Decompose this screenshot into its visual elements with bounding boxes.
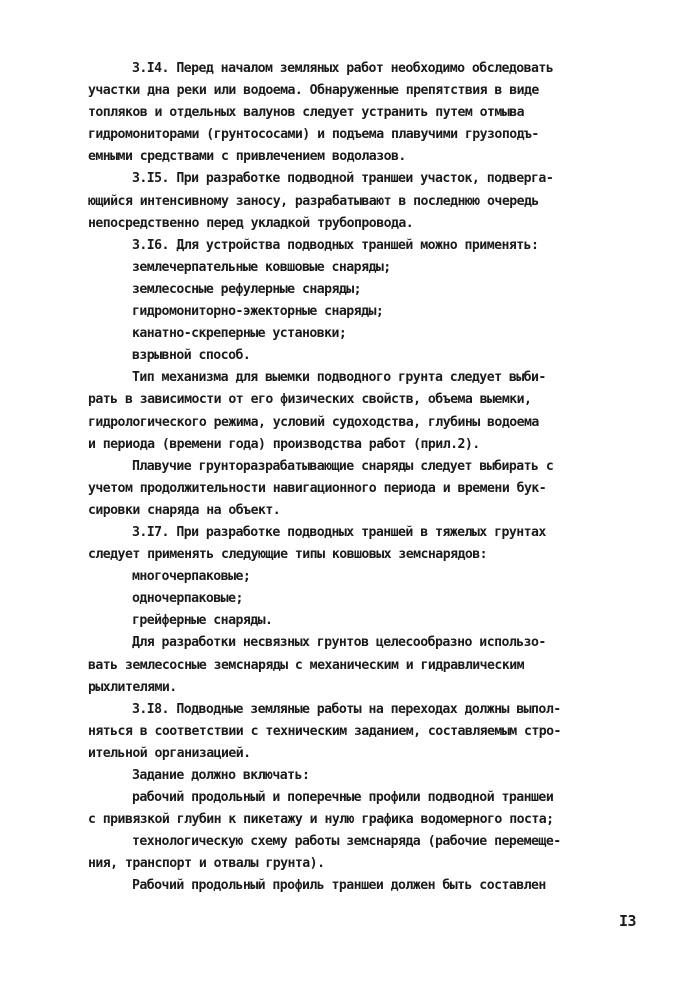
paragraph-floating-line-3: сировки снаряда на объект.	[88, 502, 281, 518]
list-item-grab: грейферные снаряды.	[132, 613, 273, 629]
list-item-dredgers-hydromonitor: гидромониторно-эжекторные снаряды;	[132, 304, 384, 320]
list-item-dredgers-suction: землесосные рефулерные снаряды;	[132, 281, 362, 297]
paragraph-mechanism-line-2: рать в зависимости от его физических свойств, объема выемки,	[88, 392, 532, 408]
paragraph-floating-line-2: учетом продолжительности навигационного периода и времени бук-	[88, 480, 547, 496]
paragraph-3-14-line-1: 3.I4. Перед началом земляных работ необходимо обследовать	[132, 61, 554, 76]
paragraph-task-line-2: рабочий продольный и поперечные профили подводной траншеи	[132, 790, 554, 806]
paragraph-3-17-line-2: следует применять следующие типы ковшовых земснарядов:	[88, 547, 488, 563]
paragraph-mechanism-line-3: гидрологического режима, условий судоходства, глубины водоема	[88, 414, 539, 430]
paragraph-floating-line-1: Плавучие грунторазрабатывающие снаряды следует выбирать с	[132, 458, 554, 474]
list-item-single-bucket: одночерпаковые;	[132, 591, 243, 607]
paragraph-3-14-line-3: топляков и отдельных валунов следует устранить путем отмыва	[88, 105, 524, 121]
paragraph-3-14-line-4: гидромониторами (грунтососами) и подъема плавучими грузоподъ-	[88, 127, 539, 143]
paragraph-loose-soils-line-3: рыхлителями.	[88, 679, 177, 695]
paragraph-task-line-3: с привязкой глубин к пикетажу и нулю графика водомерного поста;	[88, 812, 554, 828]
paragraph-3-15-line-1: 3.I5. При разработке подводной траншеи участок, подверга-	[132, 171, 554, 187]
list-item-multi-bucket: многочерпаковые;	[132, 569, 251, 585]
paragraph-loose-soils-line-1: Для разработки несвязных грунтов целесообразно использо-	[132, 635, 546, 651]
paragraph-3-17-line-1: 3.I7. При разработке подводных траншей в тяжелых грунтах	[132, 524, 546, 540]
paragraph-mechanism-line-4: и периода (времени года) производства работ (прил.2).	[88, 436, 480, 452]
page-number: I3	[619, 912, 637, 930]
paragraph-3-15-line-2: ющийся интенсивному заносу, разрабатывают в последнюю очередь	[88, 193, 539, 209]
paragraph-task-line-5: ния, транспорт и отвалы грунта).	[88, 856, 325, 872]
paragraph-task-line-1: Задание должно включать:	[132, 768, 310, 783]
paragraph-3-18-line-3: ительной организацией.	[88, 745, 251, 761]
paragraph-3-14-line-5: емными средствами с привлечением водолазов.	[88, 149, 406, 165]
paragraph-3-18-line-2: няться в соответствии с техническим заданием, составляемым стро-	[88, 723, 561, 739]
paragraph-3-14-line-2: участки дна реки или водоема. Обнаруженные препятствия в виде	[88, 83, 539, 99]
paragraph-mechanism-line-1: Тип механизма для выемки подводного грунта следует выби-	[132, 370, 546, 386]
document-body	[88, 58, 663, 898]
list-item-dredgers-bucket: землечерпательные ковшовые снаряды;	[132, 259, 391, 275]
list-item-scraper-units: канатно-скреперные установки;	[132, 326, 347, 342]
paragraph-3-15-line-3: непосредственно перед укладкой трубопровода.	[88, 215, 414, 231]
paragraph-loose-soils-line-2: вать землесосные земснаряды с механическим и гидравлическим	[88, 657, 524, 673]
paragraph-task-line-4: технологическую схему работы земснаряда (рабочие перемеще-	[132, 834, 561, 850]
paragraph-3-16-line-1: 3.I6. Для устройства подводных траншей можно применять:	[132, 237, 539, 253]
paragraph-3-18-line-1: 3.I8. Подводные земляные работы на переходах должны выпол-	[132, 701, 561, 717]
list-item-blasting: взрывной способ.	[132, 348, 251, 364]
paragraph-profile-line-1: Рабочий продольный профиль траншеи должен быть составлен	[132, 878, 546, 894]
